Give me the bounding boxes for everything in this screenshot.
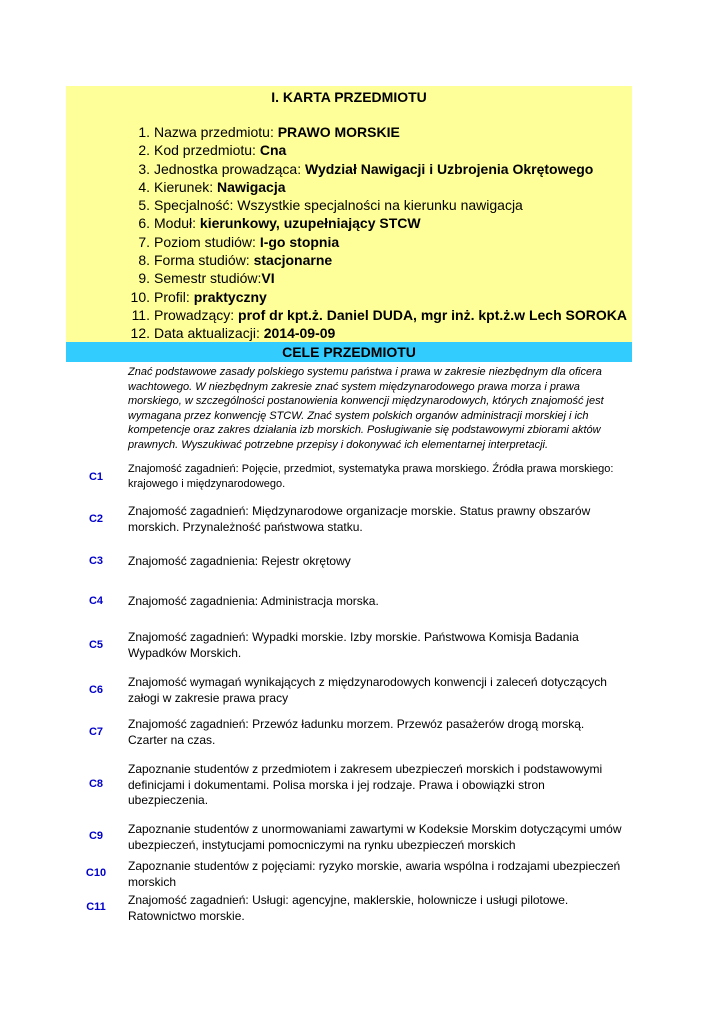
cel-text: Znajomość zagadnień: Wypadki morskie. Izby morskie. Państwowa Komisja Badania Wypadków Morskich. — [128, 630, 579, 660]
cel-code: C3 — [88, 555, 104, 567]
cel-text: Zapoznanie studentów z unormowaniami zawartymi w Kodeksie Morskim dotyczącymi umów ubezpieczeń, instytucjami pomocniczymi na rynku ubezpieczeń morskich — [128, 822, 622, 852]
item-value: Cna — [259, 142, 287, 159]
karta-item — [66, 178, 632, 196]
cele-intro-text: Znać podstawowe zasady polskiego systemu państwa i prawa w zakresie niezbędnym dla oficera wachtowego. W niezbędnym zakresie znać system międzynarodowego prawa morza i prawa morskiego, w szczególności postanowienia konwencji międzynarodowych, których znajomość jest wymagana przez konwencję STCW. Znać system polskich organów administracji morskiej i ich kompetencje oraz zakres działania izb morskich. Posługiwanie się podstawowymi zbiorami aktów prawnych. Wyszukiwać potrzebne przepisy i dokonywać ich elementarnej interpretacji. — [128, 366, 604, 451]
item-value: stacjonarne — [253, 252, 333, 269]
cel-code: C1 — [88, 471, 104, 483]
cel-text: Znajomość zagadnień: Usługi: agencyjne, maklerskie, holownicze i usługi pilotowe. Ratownictwo morskie. — [128, 893, 569, 923]
item-number: 9. — [138, 270, 150, 287]
item-label: Prowadzący: — [154, 306, 239, 323]
item-value: I-go stopnia — [259, 233, 340, 250]
cel-code: C2 — [88, 513, 104, 525]
item-label: Moduł: — [154, 215, 200, 232]
item-label: Nazwa przedmiotu: — [154, 124, 278, 140]
item-value: PRAWO MORSKIE — [277, 124, 400, 140]
karta-item — [66, 160, 632, 178]
item-number: 2. — [138, 142, 150, 159]
item-number: 4. — [138, 178, 150, 195]
karta-item — [66, 306, 632, 324]
item-number: 3. — [138, 160, 150, 177]
item-number: 7. — [138, 233, 150, 250]
item-value: kierunkowy, uzupełniający STCW — [199, 215, 421, 232]
cel-code: C5 — [88, 639, 104, 651]
karta-item — [66, 324, 632, 342]
karta-title: I. KARTA PRZEDMIOTU — [271, 89, 427, 105]
cel-text: Zapoznanie studentów z przedmiotem i zakresem ubezpieczeń morskich i podstawowymi definicjami i dokumentami. Polisa morska i jej rodzaje. Prawa i obowiązki stron ubezpieczenia. — [128, 762, 603, 807]
item-label: Jednostka prowadząca: — [154, 160, 305, 177]
cel-code: C7 — [88, 726, 104, 738]
cel-code: C10 — [85, 867, 107, 879]
cel-code: C9 — [88, 830, 104, 842]
item-label: Forma studiów: — [154, 252, 254, 269]
item-number: 8. — [138, 252, 150, 269]
cel-text: Znajomość zagadnienia: Rejestr okrętowy — [128, 554, 351, 568]
item-number: 11. — [131, 306, 150, 323]
cele-przedmiotu-header: CELE PRZEDMIOTU — [66, 342, 632, 362]
karta-item — [66, 288, 632, 306]
cel-text: Znajomość wymagań wynikających z międzynarodowych konwencji i zaleceń dotyczących załogi w zakresie prawa pracy — [128, 675, 607, 705]
cel-code: C4 — [88, 595, 104, 607]
cel-text: Znajomość zagadnienia: Administracja morska. — [128, 594, 379, 608]
karta-item — [66, 251, 632, 269]
cel-text: Zapoznanie studentów z pojęciami: ryzyko morskie, awaria wspólna i rodzajami ubezpieczeń morskich — [128, 859, 621, 889]
item-label: Kod przedmiotu: — [154, 142, 260, 159]
item-label: Kierunek: — [154, 178, 218, 195]
item-value: Wydział Nawigacji i Uzbrojenia Okrętowego — [304, 160, 594, 177]
item-number: 12. — [130, 325, 150, 342]
karta-item — [66, 123, 632, 141]
karta-item — [66, 141, 632, 159]
cel-code: C11 — [86, 901, 106, 913]
cel-code: C8 — [88, 778, 104, 790]
karta-item — [66, 214, 632, 232]
item-number: 10. — [130, 288, 150, 305]
item-value: Nawigacja — [217, 178, 286, 195]
item-label: Poziom studiów: — [154, 233, 260, 250]
item-label: Profil: — [154, 288, 194, 305]
item-value: prof dr kpt.ż. Daniel DUDA, mgr inż. kpt.ż.w Lech SOROKA — [238, 306, 627, 323]
item-label: Data aktualizacji: — [154, 325, 264, 342]
cel-text: Znajomość zagadnień: Międzynarodowe organizacje morskie. Status prawny obszarów morskich. Przynależność państwowa statku. — [128, 504, 591, 534]
item-value: praktyczny — [193, 288, 267, 305]
cel-code: C6 — [88, 684, 104, 696]
item-value: 2014-09-09 — [263, 325, 336, 342]
karta-przedmiotu-box — [66, 86, 632, 342]
item-label: Specjalność: Wszystkie specjalności na kierunku nawigacja — [154, 197, 523, 214]
karta-item — [66, 196, 632, 214]
item-value: VI — [261, 270, 275, 287]
cel-text: Znajomość zagadnień: Pojęcie, przedmiot, systematyka prawa morskiego. Źródła prawa morskiego: krajowego i międzynarodowego. — [128, 463, 614, 490]
cel-text: Znajomość zagadnień: Przewóz ładunku morzem. Przewóz pasażerów drogą morską. Czarter na czas. — [128, 717, 585, 747]
karta-item — [66, 233, 632, 251]
item-number: 6. — [138, 215, 150, 232]
karta-item — [66, 269, 632, 287]
item-number: 1. — [138, 124, 150, 140]
karta-list — [66, 123, 632, 343]
item-number: 5. — [138, 197, 150, 214]
item-label: Semestr studiów: — [154, 270, 262, 287]
